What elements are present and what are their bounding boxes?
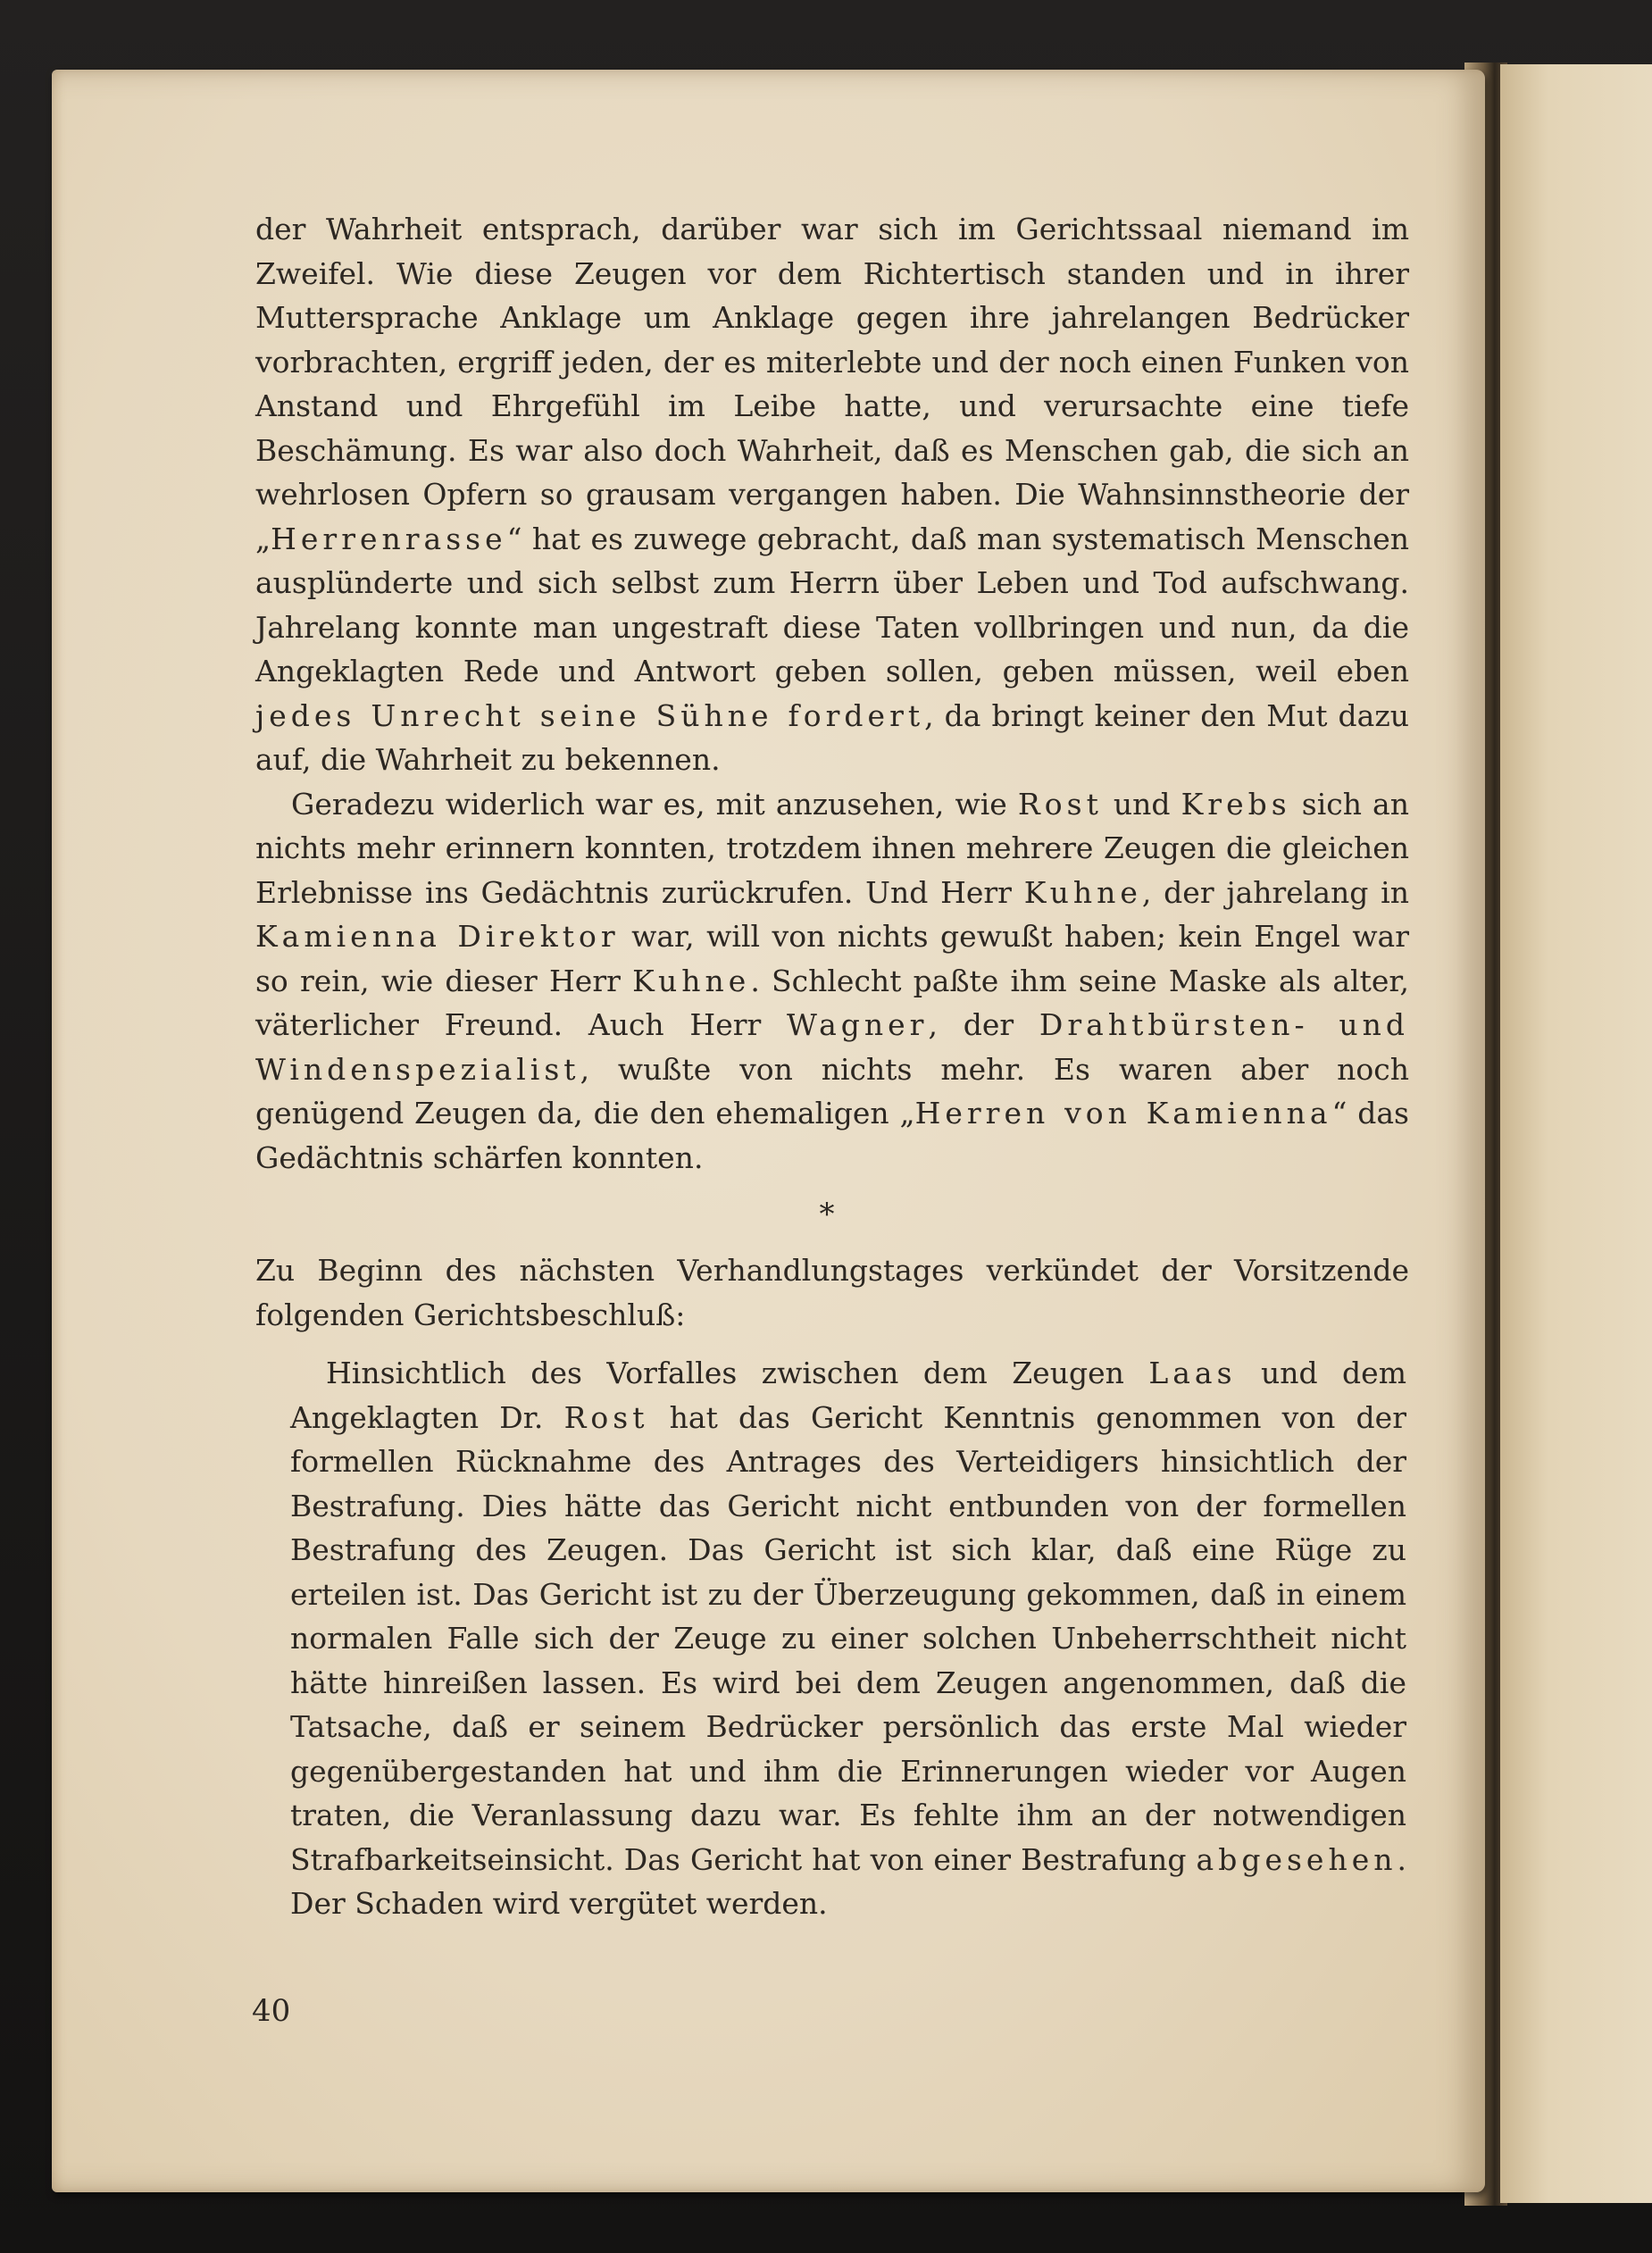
text-run: “ hat es zuwege gebracht, daß man systematisch Menschen ausplünderte und sich selbst zum Herrn über Leben und Tod aufschwang. Jahrelang konnte man ungestraft diese Taten vollbringen und nun, da die Angeklagten Rede und Antwort geben sollen, geben müssen, weil eben: [255, 521, 1409, 688]
intro-paragraph: Zu Beginn des nächsten Verhandlungstages verkündet der Vorsitzende folgenden Gerichtsbeschluß:: [255, 1253, 1409, 1332]
text-run: Geradezu widerlich war es, mit anzusehen, wie: [291, 786, 1018, 822]
emphasized-text: Kamienna Direktor: [255, 919, 620, 954]
facing-page: [1500, 64, 1652, 2203]
text-run: “ das Gedächtnis schärfen konnten.: [255, 1096, 1409, 1175]
text-run: sich an nichts mehr erinnern konnten, trotzdem ihnen mehrere Zeugen die gleichen Erlebnisse ins Gedächtnis zurückrufen. Und Herr: [255, 786, 1409, 910]
text-run: hat das Gericht Kenntnis genommen von der formellen Rücknahme des Antrages des Verteidigers hinsichtlich der Bestrafung. Dies hätte das Gericht nicht entbunden von der formellen Bestrafung des Zeugen. Das Gericht ist sich klar, daß eine Rüge zu erteilen ist. Das Gericht ist zu der Überzeugung gekommen, daß in einem normalen Falle sich der Zeuge zu einer solchen Unbeherrschtheit nicht hätte hinreißen lassen. Es wird bei dem Zeugen angenommen, daß die Tatsache, daß er seinem Bedrücker persönlich das erste Mal wieder gegenübergestanden hat und ihm die Erinnerungen wieder vor Augen traten, die Veranlassung dazu war. Es fehlte ihm an der notwendigen Strafbarkeitseinsicht. Das Gericht hat von einer Bestrafung: [290, 1399, 1406, 1877]
paragraph: [255, 207, 1409, 782]
text-run: , der: [928, 1007, 1039, 1042]
text-run: Hinsichtlich des Vorfalles zwischen dem Zeugen: [326, 1356, 1149, 1390]
decree-paragraph: [290, 1351, 1406, 1926]
intro-text: [255, 1248, 1409, 1337]
emphasized-text: Herren von Kamienna: [914, 1096, 1332, 1131]
emphasized-text: Kuhne: [1023, 874, 1142, 910]
emphasized-text: Rost: [563, 1399, 649, 1435]
text-run: . Der Schaden wird vergütet werden.: [290, 1841, 1406, 1921]
emphasized-text: Krebs: [1181, 786, 1291, 822]
page-number: 40: [252, 1993, 291, 2029]
text-run: war, will von nichts gewußt haben; kein Engel war so rein, wie dieser Herr: [255, 919, 1410, 998]
emphasized-text: jedes Unrecht seine Sühne fordert: [255, 697, 925, 733]
emphasized-text: abgesehen: [1196, 1841, 1398, 1877]
text-run: und dem Angeklagten Dr.: [290, 1356, 1406, 1435]
paragraph: [255, 782, 1409, 1181]
text-run: der Wahrheit entsprach, darüber war sich im Gerichtssaal niemand im Zweifel. Wie diese Zeugen vor dem Richtertisch standen und in ihrer Muttersprache Anklage um Anklage gegen ihre jahrelangen Bedrücker vorbrachten, ergriff jeden, der es miterlebte und der noch einen Funken von Anstand und Ehrgefühl im Leibe hatte, und verursachte eine tiefe Beschämung. Es war also doch Wahrheit, daß es Menschen gab, die sich an wehrlosen Opfern so grausam vergangen haben. Die Wahnsinnstheorie der „: [255, 212, 1409, 556]
section-divider: *: [819, 1197, 835, 1232]
text-run: , da bringt keiner den Mut dazu auf, die Wahrheit zu bekennen.: [255, 697, 1409, 777]
text-run: . Schlecht paßte ihm seine Maske als alter, väterlicher Freund. Auch Herr: [255, 963, 1409, 1042]
text-run: , der jahrelang in: [1141, 874, 1409, 910]
text-run: und: [1102, 786, 1181, 822]
text-run: , wußte von nichts mehr. Es waren aber noch genügend Zeugen da, die den ehemaligen „: [255, 1051, 1409, 1131]
emphasized-text: Laas: [1148, 1356, 1237, 1390]
emphasized-text: Herrenrasse: [271, 521, 507, 556]
main-text: [255, 207, 1409, 1180]
emphasized-text: Wagner: [787, 1007, 929, 1042]
court-decree: [290, 1351, 1406, 1926]
emphasized-text: Rost: [1017, 786, 1103, 822]
emphasized-text: Kuhne: [632, 963, 751, 998]
emphasized-text: Drahtbürsten- und Windenspezialist: [255, 1007, 1409, 1087]
